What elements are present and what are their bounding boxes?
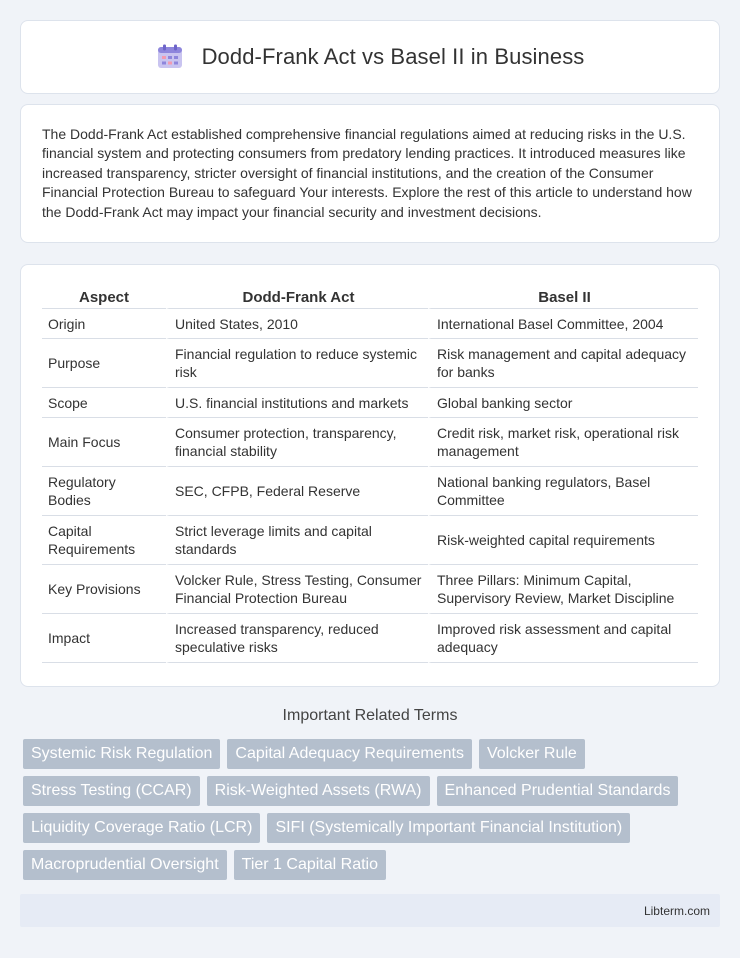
comparison-table-card — [20, 264, 720, 687]
related-term-tag[interactable]: Capital Adequacy Requirements — [227, 739, 472, 769]
related-term-tag[interactable]: Stress Testing (CCAR) — [23, 776, 200, 806]
column-header-dodd-frank: Dodd-Frank Act — [166, 285, 428, 309]
header-card — [20, 20, 720, 94]
table-cell: Main Focus — [42, 418, 166, 467]
table-cell: National banking regulators, Basel Committee — [428, 467, 698, 516]
related-term-tag[interactable]: Volcker Rule — [479, 739, 585, 769]
table-cell: Key Provisions — [42, 565, 166, 614]
table-cell: Capital Requirements — [42, 516, 166, 565]
table-cell: Origin — [42, 309, 166, 339]
table-cell: Impact — [42, 614, 166, 663]
table-cell: Global banking sector — [428, 388, 698, 418]
table-row — [42, 614, 698, 663]
table-cell: Three Pillars: Minimum Capital, Supervisory Review, Market Discipline — [428, 565, 698, 614]
table-cell: Strict leverage limits and capital standards — [166, 516, 428, 565]
tag-row — [23, 813, 723, 843]
table-cell: Increased transparency, reduced speculative risks — [166, 614, 428, 663]
calendar-icon — [156, 44, 184, 70]
table-cell: Risk management and capital adequacy for banks — [428, 339, 698, 388]
table-cell: Risk-weighted capital requirements — [428, 516, 698, 565]
intro-card — [20, 104, 720, 243]
related-term-tag[interactable]: Macroprudential Oversight — [23, 850, 227, 880]
related-term-tag[interactable]: SIFI (Systemically Important Financial Institution) — [267, 813, 630, 843]
related-term-tag[interactable]: Risk-Weighted Assets (RWA) — [207, 776, 430, 806]
comparison-table — [42, 285, 698, 663]
related-term-tag[interactable]: Liquidity Coverage Ratio (LCR) — [23, 813, 260, 843]
table-cell: Purpose — [42, 339, 166, 388]
table-cell: Regulatory Bodies — [42, 467, 166, 516]
related-term-tag[interactable]: Tier 1 Capital Ratio — [234, 850, 386, 880]
table-cell: U.S. financial institutions and markets — [166, 388, 428, 418]
footer-site-name[interactable]: Libterm.com — [643, 903, 710, 918]
related-term-tag[interactable]: Systemic Risk Regulation — [23, 739, 220, 769]
table-cell: SEC, CFPB, Federal Reserve — [166, 467, 428, 516]
related-terms-title: Important Related Terms — [282, 707, 458, 724]
table-row — [42, 339, 698, 388]
table-row — [42, 309, 698, 339]
table-row — [42, 388, 698, 418]
tag-row — [23, 850, 723, 880]
table-cell: United States, 2010 — [166, 309, 428, 339]
related-term-tag[interactable]: Enhanced Prudential Standards — [437, 776, 679, 806]
intro-paragraph: The Dodd-Frank Act established comprehensive financial regulations aimed at reducing risks in the U.S. financial system and protecting consumers from predatory lending practices. It introduced measures like increased transparency, stricter oversight of financial institutions, and the creation of the Consumer Financial Protection Bureau to safeguard Your interests. Explore the rest of this article to understand how the Dodd-Frank Act may impact your financial security and investment decisions. — [42, 126, 692, 220]
table-cell: Financial regulation to reduce systemic risk — [166, 339, 428, 388]
table-cell: Scope — [42, 388, 166, 418]
related-terms-list — [23, 739, 723, 887]
page-title: Dodd-Frank Act vs Basel II in Business — [201, 44, 585, 69]
title-wrap — [156, 44, 585, 70]
table-cell: Consumer protection, transparency, financial stability — [166, 418, 428, 467]
table-cell: International Basel Committee, 2004 — [428, 309, 698, 339]
table-header-row — [42, 285, 698, 309]
column-header-aspect: Aspect — [42, 285, 166, 309]
table-cell: Volcker Rule, Stress Testing, Consumer Financial Protection Bureau — [166, 565, 428, 614]
table-row — [42, 565, 698, 614]
tag-row — [23, 776, 723, 806]
table-cell: Credit risk, market risk, operational risk management — [428, 418, 698, 467]
table-row — [42, 516, 698, 565]
table-cell: Improved risk assessment and capital adequacy — [428, 614, 698, 663]
column-header-basel-ii: Basel II — [428, 285, 698, 309]
table-row — [42, 467, 698, 516]
table-row — [42, 418, 698, 467]
footer — [20, 894, 720, 927]
tag-row — [23, 739, 723, 769]
